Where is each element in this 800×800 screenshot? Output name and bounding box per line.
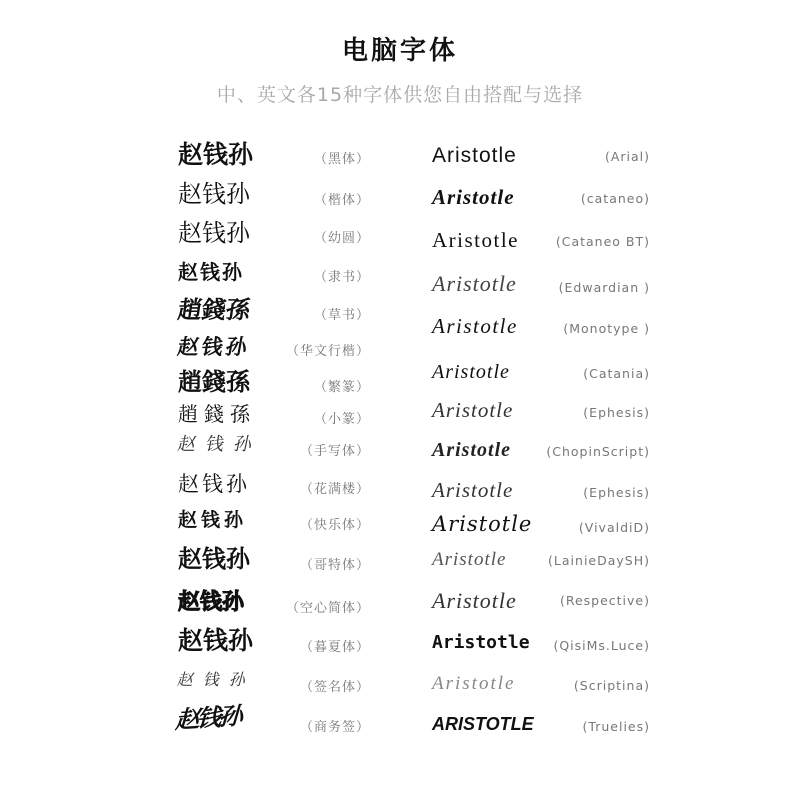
en-font-label: (Cataneo BT) — [555, 234, 650, 249]
en-font-label: (VivaldiD) — [578, 520, 650, 535]
cn-font-sample: 赵钱孙 — [178, 219, 250, 247]
cn-font-label: （签名体） — [299, 680, 370, 695]
cn-font-label: （商务签） — [299, 720, 370, 735]
cn-font-label: （小篆） — [313, 412, 370, 427]
cn-font-sample: 赵钱孙 — [178, 509, 248, 531]
cn-font-sample: 赵钱孙 — [178, 180, 250, 208]
cn-font-label: （哥特体） — [299, 558, 370, 573]
en-font-label: (LainieDaySH) — [548, 553, 650, 568]
cn-font-sample: 赵钱孙 — [175, 334, 253, 359]
cn-font-label: （幼圆） — [313, 231, 370, 246]
en-font-label: (Respective) — [559, 593, 650, 608]
cn-font-label: （花满楼） — [299, 482, 370, 497]
en-font-label: (Ephesis) — [583, 485, 650, 500]
en-font-label: (Truelies) — [582, 719, 650, 734]
cn-font-label: （手写体） — [299, 444, 370, 459]
en-font-label: (ChopinScript) — [546, 444, 650, 459]
cn-font-label: （草书） — [313, 308, 370, 323]
cn-font-label: （黑体） — [313, 152, 370, 167]
cn-font-sample: 赵钱孙 — [178, 140, 254, 169]
cn-font-label: （繁篆） — [313, 380, 370, 395]
cn-font-sample: 赵钱孙 — [175, 434, 265, 455]
cn-font-label: （华文行楷） — [285, 344, 370, 359]
cn-font-label: （暮夏体） — [299, 640, 370, 655]
en-font-sample: Aristotle — [432, 185, 515, 209]
cn-font-label: （快乐体） — [299, 518, 370, 533]
en-font-label: (Edwardian ) — [558, 280, 650, 295]
cn-font-sample: 赵钱孙 — [178, 545, 250, 573]
en-font-label: (Arial) — [604, 149, 650, 164]
en-font-sample: Aristotle — [432, 228, 519, 252]
en-font-label: (Scriptina) — [573, 678, 650, 693]
en-font-label: (Ephesis) — [583, 405, 650, 420]
cn-font-sample: 趙錢孫 — [176, 295, 253, 324]
en-font-label: (cataneo) — [580, 191, 650, 206]
en-font-sample: Aristotle — [432, 271, 517, 296]
cn-font-sample: 赵钱孙 — [178, 260, 244, 284]
en-font-sample: Aristotle — [432, 478, 514, 502]
cn-font-sample: 趙錢孫 — [178, 368, 250, 396]
en-font-sample: Aristotle — [432, 398, 514, 422]
en-font-sample: Aristotle — [432, 512, 533, 536]
en-font-label: (Catania) — [583, 366, 650, 381]
en-font-label: (Monotype ) — [563, 321, 650, 336]
en-font-sample: ARISTOTLE — [432, 714, 534, 734]
cn-font-sample: 赵钱孙 — [173, 700, 247, 735]
cn-font-label: （空心简体） — [285, 601, 370, 616]
cn-font-label: （隶书） — [313, 270, 370, 285]
cn-font-sample: 赵钱孙 — [175, 670, 259, 689]
cn-font-label: （楷体） — [313, 193, 370, 208]
en-font-sample: Aristotle — [432, 144, 517, 167]
page-subtitle: 中、英文各15种字体供您自由搭配与选择 — [216, 84, 584, 106]
cn-font-sample: 趙錢孫 — [178, 402, 256, 426]
en-font-sample: Aristotle — [432, 588, 517, 613]
cn-font-sample: 赵钱孙 — [178, 472, 250, 496]
page-title: 电脑字体 — [341, 36, 458, 66]
en-font-sample: Aristotle — [432, 549, 507, 570]
en-font-sample: Aristotle — [432, 439, 512, 461]
en-font-sample: Aristotle — [432, 673, 516, 694]
cn-font-sample: 赵钱孙 — [178, 589, 245, 615]
cn-font-sample: 赵钱孙 — [178, 626, 254, 655]
en-font-sample: Aristotle — [432, 632, 530, 653]
en-font-sample: Aristotle — [432, 361, 510, 383]
en-font-sample: Aristotle — [432, 314, 518, 338]
en-font-label: (QisiMs.Luce) — [553, 638, 650, 653]
